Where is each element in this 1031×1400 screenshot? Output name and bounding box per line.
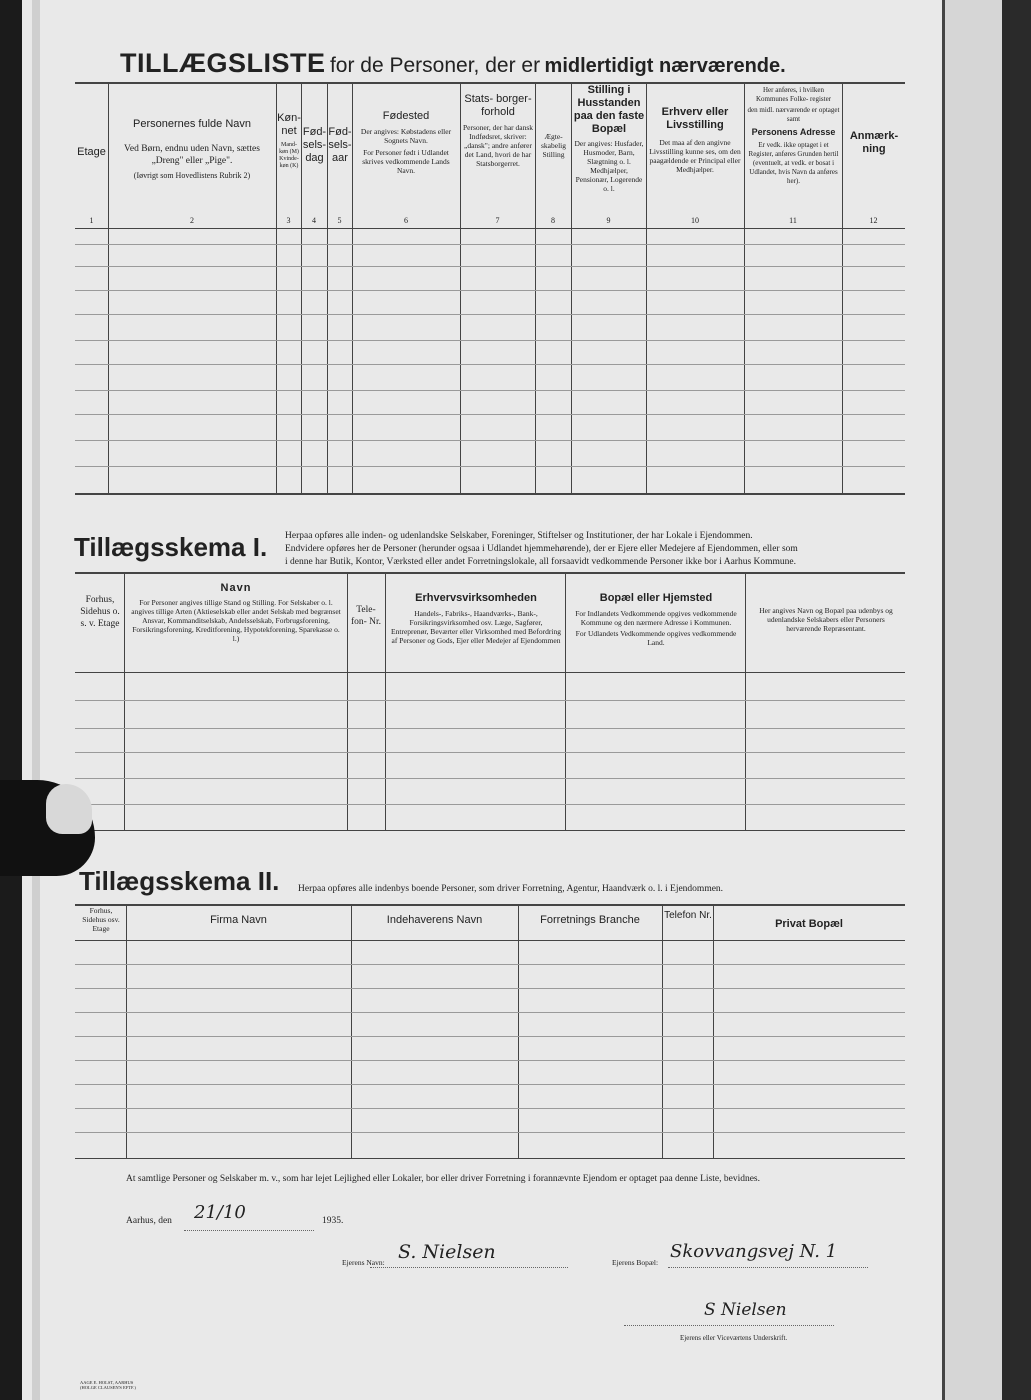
col-note2: Er vedk. ikke optaget i et Register, anføres Grunden hertil (eventuelt, at vedk. er bosat i Udlandet, hvis Navn da anføres her). bbox=[748, 141, 839, 185]
skema2-col-privat: Privat Bopæl bbox=[775, 918, 843, 930]
owner-address-handwritten: Skovvangsvej N. 1 bbox=[670, 1241, 838, 1262]
col-note: Mand- køn (M) Kvinde- køn (K) bbox=[279, 142, 299, 169]
col-foedselsaar: Fød- sels- aar bbox=[328, 126, 352, 164]
attestation-statement: At samtlige Personer og Selskaber m. v., som har lejet Lejlighed eller Lokaler, bor eller driver Forretning i forannævnte Ejendom er optaget paa denne Liste, bevidnes. bbox=[126, 1174, 760, 1184]
skema2-col-branche: Forretnings Branche bbox=[540, 914, 640, 926]
col-note: Der angives: Købstadens eller Sognets Navn. bbox=[360, 127, 452, 145]
signature-handwritten: S Nielsen bbox=[704, 1300, 787, 1320]
col-anmaerkning: Anmærk- ning bbox=[849, 130, 899, 155]
col-aegteskabelig: Ægte- skabelig Stilling bbox=[541, 132, 566, 159]
col-label: Personernes fulde Navn bbox=[132, 118, 251, 130]
col-note2: (Iøvrigt som Hovedlistens Rubrik 2) bbox=[133, 171, 251, 180]
owner-address-line bbox=[668, 1266, 868, 1268]
skema1-col-etage: Forhus, Sidehus o. s. v. Etage bbox=[80, 595, 120, 629]
col-note: Handels-, Fabriks-, Haandværks-, Bank-, Forsikringsvirksomhed osv. Læge, Sagfører, Entreprenør, Beværter eller Virksomhed med Befordring af Personer og Gods, Ejer eller Medejer af Ejendommen bbox=[391, 609, 561, 645]
col-label: Fødested bbox=[382, 110, 430, 122]
owner-address-label: Ejerens Bopæl: bbox=[612, 1258, 659, 1267]
col-koennet bbox=[277, 112, 301, 170]
col-note: Personer, der har dansk Indfødsret, skriver: „dansk"; andre anfører det Land, hvori de har Statsborgerret. bbox=[462, 123, 534, 168]
year-label: 1935. bbox=[322, 1216, 344, 1226]
owner-name-handwritten: S. Nielsen bbox=[398, 1241, 496, 1263]
col-num: 6 bbox=[404, 216, 408, 225]
date-city-label: Aarhus, den bbox=[126, 1216, 172, 1226]
col-statsborger bbox=[462, 93, 534, 168]
col-num: 8 bbox=[551, 216, 555, 225]
col-foedested bbox=[356, 110, 456, 175]
col-num: 11 bbox=[789, 216, 797, 225]
skema1-title: Tillægsskema I. bbox=[74, 532, 268, 562]
skema1-col-telefon: Tele- fon- Nr. bbox=[350, 605, 382, 627]
col-num: 7 bbox=[495, 216, 500, 225]
date-line bbox=[184, 1229, 314, 1231]
printer-imprint: AAGE E. HOLST, AARHUS (HOLGE CLAUSEN'S EFTF.) bbox=[80, 1380, 136, 1390]
col-label2: Personens Adresse bbox=[751, 127, 836, 137]
skema2-col-indehaver: Indehaverens Navn bbox=[386, 914, 483, 926]
col-note: Der angives: Husfader, Husmoder, Barn, Slægtning o. l. Medhjælper, Pensionær, Logerende o. l. bbox=[574, 139, 644, 193]
title-rest: for de Personer, der er bbox=[329, 54, 541, 77]
col-label: Navn bbox=[220, 582, 252, 594]
thumb-holding-page bbox=[0, 780, 95, 876]
skema1-desc-line: Herpaa opføres alle inden- og udenlandske Selskaber, Foreninger, Stiftelser og Institutioner, der har Lokale i Ejendommen. bbox=[285, 531, 753, 541]
col-num: 3 bbox=[286, 216, 291, 225]
skema1-desc-line: i denne har Butik, Kontor, Værksted eller andet Forretningslokale, all forsaavidt vedkommende Personer ikke bor i Aarhus Kommune. bbox=[285, 557, 797, 567]
skema1-col-erhverv bbox=[390, 592, 562, 645]
col-note: Ved Børn, endnu uden Navn, sættes „Dreng" eller „Pige". bbox=[124, 144, 260, 166]
col-num: 4 bbox=[312, 216, 316, 225]
col-label: Køn- net bbox=[277, 112, 301, 137]
col-erhverv bbox=[648, 106, 742, 174]
owner-name-label: Ejerens Navn: bbox=[342, 1258, 385, 1267]
col-label: Bopæl eller Hjemsted bbox=[599, 592, 713, 604]
col-note2: For Udlandets Vedkommende opgives vedkommende Land. bbox=[575, 629, 737, 647]
adjacent-page bbox=[942, 0, 1031, 1400]
binding-edge bbox=[32, 0, 40, 1400]
col-label: Erhverv eller Livsstilling bbox=[661, 106, 729, 131]
skema2-col-etage: Forhus, Sidehus osv. Etage bbox=[82, 906, 120, 933]
skema2-description: Herpaa opføres alle indenbys boende Personer, som driver Forretning, Agentur, Haandværk o. l. i Ejendommen. bbox=[298, 884, 724, 894]
col-label: Stilling i Husstanden paa den faste Bopæl bbox=[573, 84, 645, 135]
col-note: den midl. nærværende er optaget samt bbox=[747, 106, 840, 123]
col-note: For Personer angives tillige Stand og Stilling. For Selskaber o. l. angives tillige Arten (Aktieselskab eller andet Selskab med begrænset Ansvar, Kommanditselskab, Andelsselskab, Forbrugsforening, Forsikringsforening, Kreditforening, Hypotekforening, Sparekasse o. l.) bbox=[131, 598, 341, 643]
col-etage: Etage bbox=[77, 146, 106, 158]
skema1-col-bopael bbox=[570, 592, 742, 647]
signature-line bbox=[624, 1324, 834, 1326]
date-handwritten: 21/10 bbox=[194, 1202, 246, 1223]
col-num: 1 bbox=[89, 216, 94, 225]
skema1-desc-line: Endvidere opføres her de Personer (herunder ogsaa i Udlandet hjemmehørende), der er Ejere eller Medejere af Ejendommen, eller som bbox=[285, 544, 798, 554]
col-num: 2 bbox=[190, 216, 194, 225]
title-main: TILLÆGSLISTE bbox=[120, 48, 326, 78]
signature-label: Ejerens eller Viceværtens Underskrift. bbox=[680, 1334, 788, 1342]
col-num: 12 bbox=[869, 216, 878, 225]
col-note: Det maa af den angivne Livsstilling kunne ses, om den paagældende er Principal eller Medhjælper. bbox=[649, 138, 741, 174]
col-note2: For Personer født i Udlandet skrives vedkommende Lands Navn. bbox=[362, 148, 450, 175]
title-bold: midlertidigt nærværende. bbox=[544, 55, 786, 77]
col-label: Her anføres, i hvilken Kommunes Folke- register bbox=[755, 86, 832, 103]
skema2-title: Tillægsskema II. bbox=[79, 866, 280, 896]
col-foedselsdag: Fød- sels- dag bbox=[302, 126, 327, 164]
skema1-description bbox=[285, 530, 910, 569]
col-num: 9 bbox=[606, 216, 611, 225]
skema2-col-telefon: Telefon Nr. bbox=[664, 910, 712, 921]
skema1-col-repraesentant: Her angives Navn og Bopæl paa udenbys og udenlandske Selskabers eller Personers herværende Repræsentant. bbox=[759, 606, 893, 633]
page-title bbox=[120, 48, 786, 79]
col-folkeregister bbox=[746, 86, 841, 186]
col-stilling bbox=[573, 84, 645, 193]
col-num: 10 bbox=[691, 216, 699, 225]
col-label: Erhvervsvirksomheden bbox=[415, 592, 537, 604]
skema2-col-firma: Firma Navn bbox=[210, 914, 267, 926]
owner-name-line bbox=[370, 1266, 568, 1268]
col-label: Stats- borger- forhold bbox=[464, 93, 532, 118]
skema1-col-navn bbox=[130, 582, 342, 643]
col-fulde-navn bbox=[110, 118, 274, 181]
col-note: For Indlandets Vedkommende opgives vedkommende Kommune og den nærmere Adresse i Kommunen. bbox=[575, 609, 737, 627]
col-num: 5 bbox=[337, 216, 342, 225]
